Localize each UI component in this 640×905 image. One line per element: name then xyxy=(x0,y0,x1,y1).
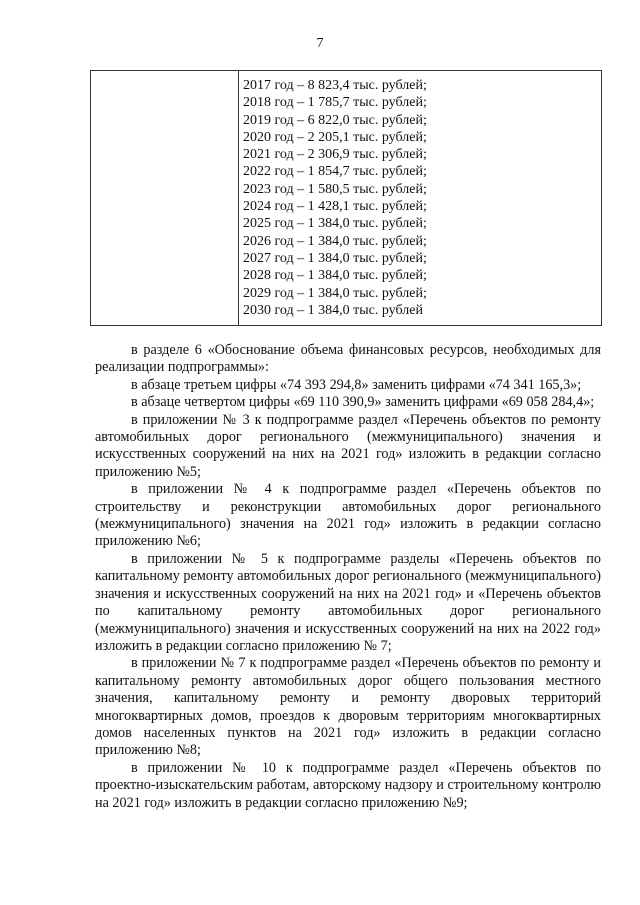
funding-year-line: 2026 год – 1 384,0 тыс. рублей; xyxy=(243,233,427,249)
funding-table xyxy=(90,70,602,326)
paragraph-appendix-7: в приложении № 7 к подпрограмме раздел «Перечень объектов по ремонту и капитальному ремонту автомобильных дорог общего пользования местного значения, капитальному ремонту и ремонту дворовых территорий многоквартирных домов, проездов к дворовым территориям многоквартирных домов населенных пунктов на 2021 год» изложить в редакции согласно приложению №8; xyxy=(95,655,601,759)
funding-year-line: 2025 год – 1 384,0 тыс. рублей; xyxy=(243,216,427,232)
document-body xyxy=(95,342,601,812)
funding-year-line: 2021 год – 2 306,9 тыс. рублей; xyxy=(243,147,427,163)
funding-year-line: 2022 год – 1 854,7 тыс. рублей; xyxy=(243,164,427,180)
page-number: 7 xyxy=(316,36,324,51)
table-right-cell xyxy=(239,71,601,325)
paragraph-section-6: в разделе 6 «Обоснование объема финансовых ресурсов, необходимых для реализации подпрограммы»: xyxy=(95,342,601,376)
funding-year-line: 2027 год – 1 384,0 тыс. рублей; xyxy=(243,250,427,266)
table-left-cell xyxy=(91,71,239,325)
paragraph-appendix-3: в приложении № 3 к подпрограмме раздел «Перечень объектов по ремонту автомобильных дорог регионального (межмуниципального) значения и искусственных сооружений на них на 2021 год» изложить в редакции согласно приложению №5; xyxy=(95,411,601,480)
paragraph-abzac-4: в абзаце четвертом цифры «69 110 390,9» заменить цифрами «69 058 284,4»; xyxy=(131,394,595,411)
funding-year-line: 2020 год – 2 205,1 тыс. рублей; xyxy=(243,129,427,145)
funding-year-line: 2029 год – 1 384,0 тыс. рублей; xyxy=(243,285,427,301)
funding-year-line: 2017 год – 8 823,4 тыс. рублей; xyxy=(243,78,427,93)
funding-year-line: 2028 год – 1 384,0 тыс. рублей; xyxy=(243,268,427,284)
funding-year-line: 2030 год – 1 384,0 тыс. рублей xyxy=(243,302,423,318)
paragraph-abzac-3: в абзаце третьем цифры «74 393 294,8» заменить цифрами «74 341 165,3»; xyxy=(131,376,582,393)
paragraph-appendix-10: в приложении № 10 к подпрограмме раздел «Перечень объектов по проектно-изыскательским работам, авторскому надзору и строительному контролю на 2021 год» изложить в редакции согласно приложению №9; xyxy=(95,759,601,811)
funding-year-line: 2023 год – 1 580,5 тыс. рублей; xyxy=(243,181,427,197)
funding-year-line: 2019 год – 6 822,0 тыс. рублей; xyxy=(243,112,427,128)
funding-year-line: 2018 год – 1 785,7 тыс. рублей; xyxy=(243,95,427,111)
paragraph-appendix-4: в приложении № 4 к подпрограмме раздел «Перечень объектов по строительству и реконструкции автомобильных дорог регионального (межмуниципального) значения на 2021 год» изложить в редакции согласно приложению №6; xyxy=(95,481,601,550)
funding-year-line: 2024 год – 1 428,1 тыс. рублей; xyxy=(243,199,427,215)
paragraph-appendix-5: в приложении № 5 к подпрограмме разделы «Перечень объектов по капитальному ремонту автомобильных дорог регионального (межмуниципального) значения и искусственных сооружений на них на 2021 год» и «Перечень объектов по капитальному ремонту автомобильных дорог регионального (межмуниципального) значения и искусственных сооружений на них на 2022 год» изложить в редакции согласно приложению № 7; xyxy=(95,550,601,654)
